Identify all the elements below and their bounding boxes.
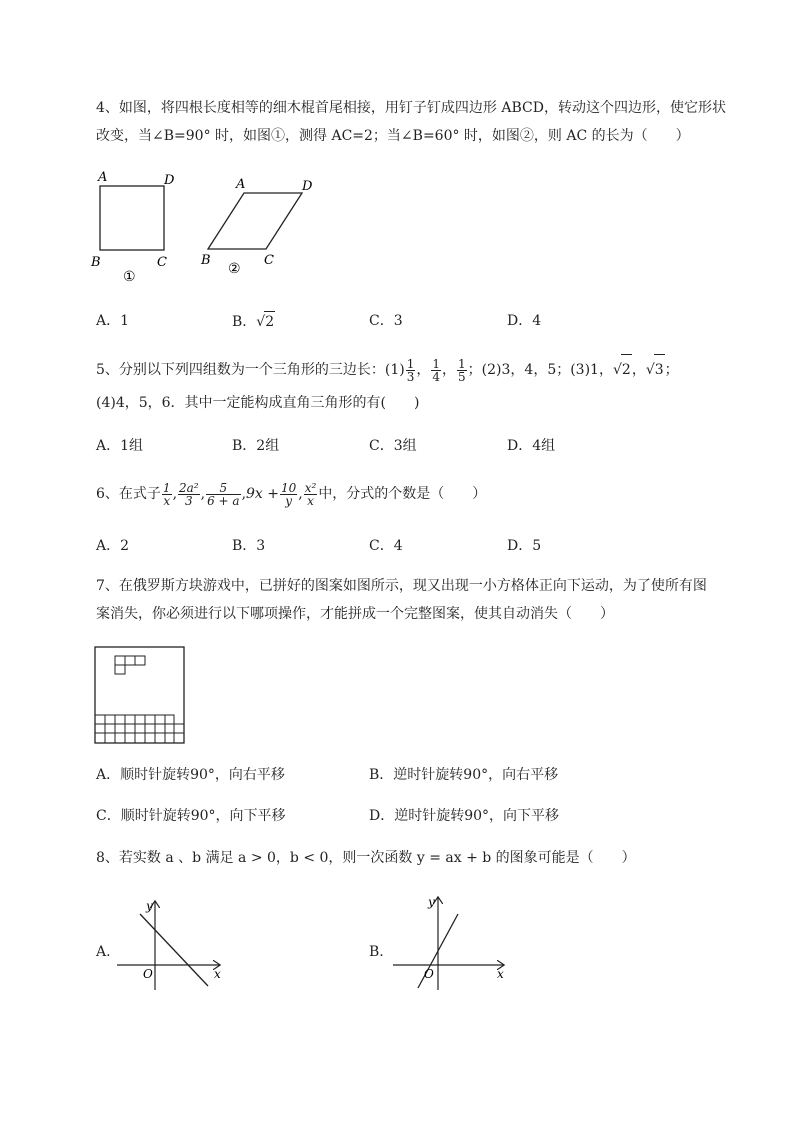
q6-expr-4 [280, 482, 297, 507]
graph-b-x-label: x [497, 967, 504, 981]
q6-option-c[interactable]: C．4 [369, 538, 403, 554]
q4-option-b[interactable] [232, 311, 275, 332]
fig1-label-a: A [98, 170, 108, 185]
tetris-figure [93, 646, 189, 746]
q5-radicand-1: 2 [621, 354, 632, 385]
q7-option-b[interactable]: B．逆时针旋转90°，向右平移 [369, 767, 559, 783]
q4-figures [88, 165, 313, 285]
q5-line1: 5、分别以下列四组数为一个三角形的三边长：(1) $\frac{1}{3}$ ， $\frac{1}{4}$ ， $\frac{1}{5}$ ；(2)3，4，5；(3)1，√2，√3； [96, 354, 679, 385]
fig2-label-a: A [236, 177, 246, 192]
q5-fraction-3 [457, 358, 467, 383]
fig2-number: ② [228, 261, 241, 277]
graph-a-y-label: y [146, 899, 153, 913]
q5-option-c[interactable]: C．3组 [369, 438, 417, 454]
q6-line: 6、在式子 $\frac{1}{x}$ , $\frac{\text{2a²}}{3}$ , $\frac{5}{6 + a}$ ,9x + $\frac{10}{y}$ , $\frac{\text{x²}}{x}$ 中，分式的个数是（ ） [96, 480, 487, 508]
q6-option-d[interactable]: D．5 [507, 538, 542, 554]
q5-f2-num: 1 [432, 356, 441, 371]
q6-suffix: 中，分式的个数是（ ） [318, 486, 487, 502]
q5-line2: (4)4，5，6．其中一定能构成直角三角形的有( ) [96, 395, 420, 411]
graph-a-origin-label: O [143, 967, 153, 981]
q5-f1-den: 3 [406, 369, 415, 384]
q6-expr-3 [206, 482, 240, 507]
q8-option-a[interactable]: A. [96, 944, 111, 960]
fig2-label-d: D [302, 179, 313, 194]
q6-e4-den: y [285, 493, 293, 508]
q4-option-b-prefix: B． [232, 314, 257, 330]
graph-b-origin-label: O [424, 967, 434, 981]
q5-option-a[interactable]: A．1组 [96, 438, 144, 454]
q5-f2-den: 4 [432, 369, 441, 384]
q6-expr-1 [162, 482, 172, 507]
q5-f3-num: 1 [458, 356, 466, 371]
q6-e5-den: x [307, 493, 314, 508]
fig1-label-c: C [157, 255, 167, 270]
q5-fraction-2 [431, 358, 441, 383]
q6-prefix: 6、在式子 [96, 486, 161, 502]
q6-e2-num: 2a² [179, 480, 199, 495]
q6-expr-4-prefix: 9x + [246, 486, 279, 502]
figure-rhombus [200, 177, 313, 277]
graph-a [112, 892, 227, 992]
q7-option-a[interactable]: A．顺时针旋转90°，向右平移 [96, 767, 285, 783]
q5-f1-num: 1 [406, 356, 415, 371]
q4-option-d[interactable]: D．4 [507, 313, 542, 329]
q7-option-d[interactable]: D．逆时针旋转90°，向下平移 [369, 808, 560, 824]
q6-option-a[interactable]: A．2 [96, 538, 130, 554]
fig2-label-b: B [201, 253, 211, 268]
q7-line2: 案消失，你必须进行以下哪项操作，才能拼成一个完整图案，使其自动消失（ ） [96, 606, 614, 622]
fig1-label-b: B [91, 255, 101, 270]
q7-option-c[interactable]: C．顺时针旋转90°，向下平移 [96, 808, 286, 824]
q6-expr-5 [304, 482, 318, 507]
q5-prefix: 5、分别以下列四组数为一个三角形的三边长：(1) [96, 362, 405, 378]
q6-e1-den: x [163, 493, 171, 508]
fig2-label-c: C [264, 253, 274, 268]
q8-option-b[interactable]: B. [369, 944, 384, 960]
q6-e5-num: x² [304, 480, 317, 495]
q6-e4-num: 10 [281, 480, 297, 495]
graph-b [388, 892, 508, 992]
q4-option-c[interactable]: C．3 [369, 313, 403, 329]
q5-option-b[interactable]: B．2组 [232, 438, 280, 454]
q7-line1: 7、在俄罗斯方块游戏中，已拼好的图案如图所示，现又出现一小方格体正向下运动，为了使所有图 [96, 578, 707, 594]
q8-text: 8、若实数 a 、b 满足 a > 0，b < 0，则一次函数 y = ax + b 的图象可能是（ ） [96, 850, 636, 866]
q4-option-b-radicand: 2 [264, 311, 275, 332]
q6-e3-num: 5 [206, 482, 240, 495]
q4-option-a[interactable]: A．1 [96, 313, 130, 329]
q4-line1: 4、如图，将四根长度相等的细木棍首尾相接，用钉子钉成四边形 ABCD，转动这个四边形，使它形状 [96, 100, 726, 116]
stacked-blocks [95, 715, 184, 743]
q6-option-b[interactable]: B．3 [232, 538, 266, 554]
q6-e3-den: 6 + a [207, 493, 240, 508]
q6-e1-num: 1 [162, 480, 171, 495]
graph-b-y-label: y [428, 895, 435, 909]
q4-line2: 改变，当∠B=90° 时，如图①，测得 AC=2；当∠B=60° 时，如图②，则 AC 的长为（ ） [96, 128, 690, 144]
falling-piece [115, 656, 145, 674]
q6-expr-2 [178, 482, 200, 507]
q5-mid: ；(2)3，4，5；(3)1， [467, 362, 613, 378]
q6-e2-den: 3 [185, 493, 193, 508]
sqrt-icon: √ [645, 362, 655, 378]
q5-f3-den: 5 [458, 369, 466, 384]
fig1-label-d: D [164, 173, 175, 188]
sqrt-icon: √ [256, 314, 266, 330]
fig1-number: ① [123, 269, 136, 285]
q5-option-d[interactable]: D．4组 [507, 438, 556, 454]
figure-square [90, 170, 175, 285]
graph-a-x-label: x [214, 967, 221, 981]
q5-radicand-2: 3 [654, 354, 665, 385]
sqrt-icon: √ [612, 362, 622, 378]
q5-fraction-1 [406, 358, 416, 383]
